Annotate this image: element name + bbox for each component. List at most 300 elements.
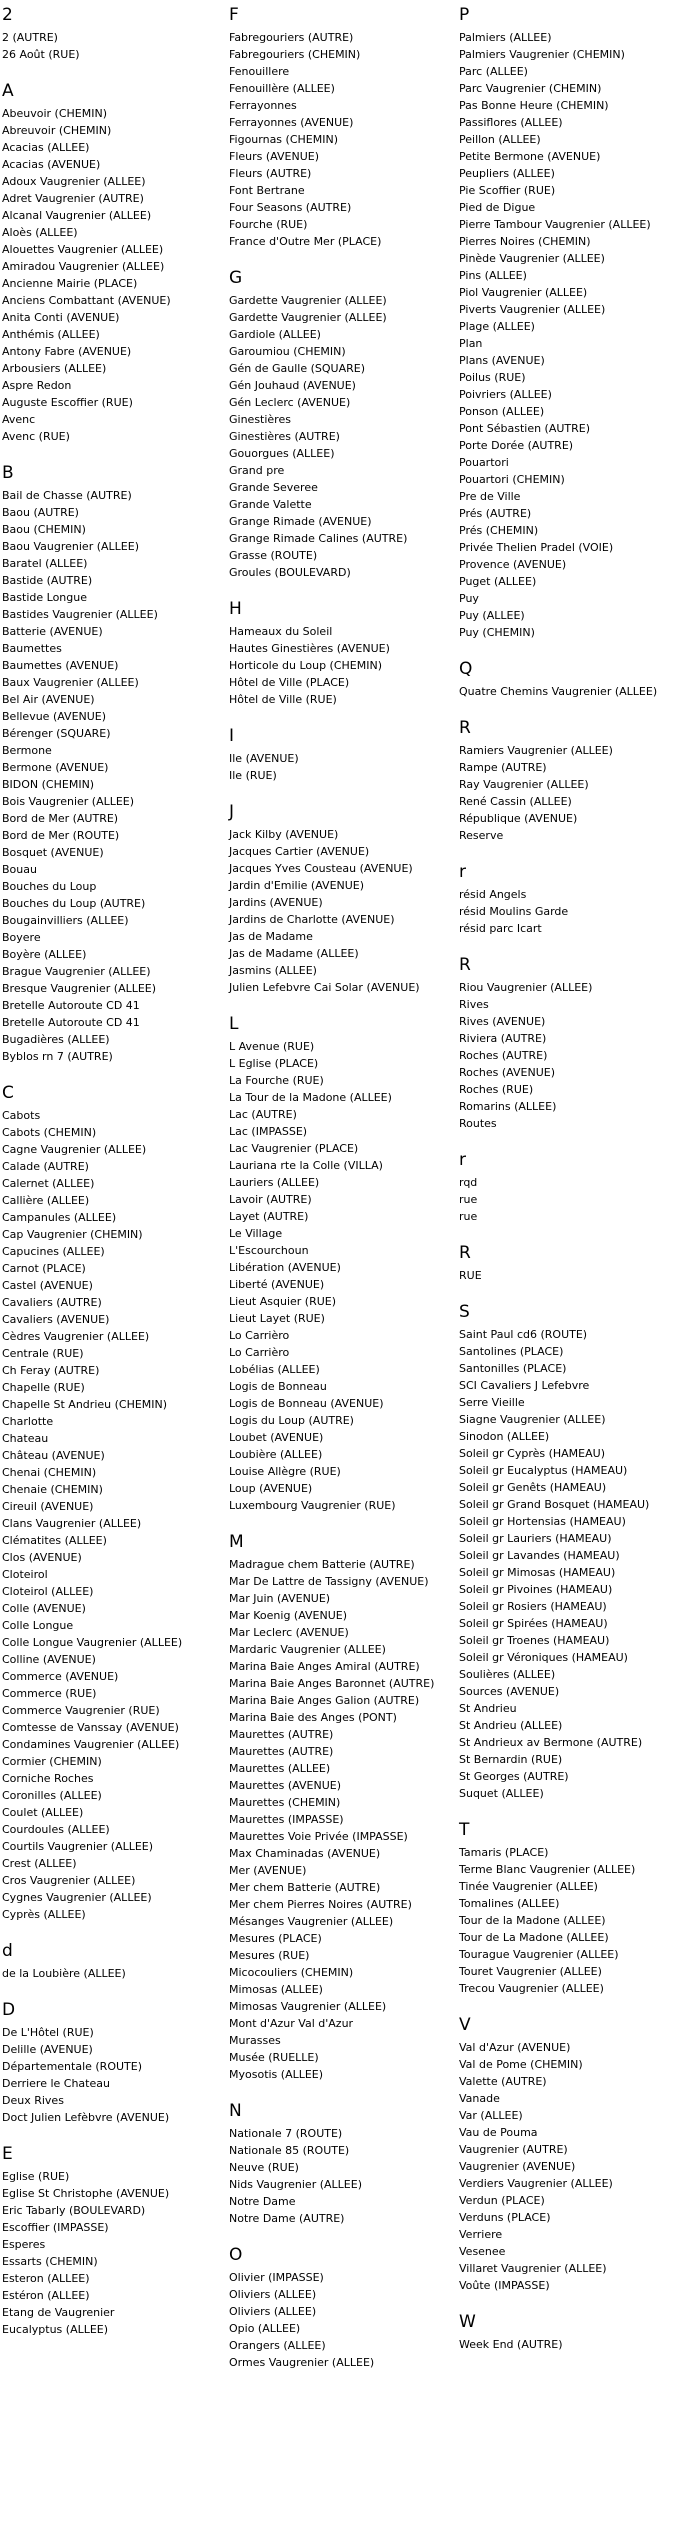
street-link[interactable]: Mardaric Vaugrenier (ALLEE)	[229, 1643, 386, 1656]
street-link[interactable]: L'Escourchoun	[229, 1244, 309, 1257]
street-link[interactable]: Arbousiers (ALLEE)	[2, 362, 107, 375]
street-link[interactable]: Colline (AVENUE)	[2, 1653, 96, 1666]
street-link[interactable]: Baumettes	[2, 642, 62, 655]
street-link[interactable]: Saint Paul cd6 (ROUTE)	[459, 1328, 588, 1341]
street-link[interactable]: Palmiers (ALLEE)	[459, 31, 552, 44]
street-link[interactable]: De L'Hôtel (RUE)	[2, 2026, 94, 2039]
street-link[interactable]: Mer chem Pierres Noires (AUTRE)	[229, 1898, 412, 1911]
street-link[interactable]: Cyprès (ALLEE)	[2, 1908, 86, 1921]
street-link[interactable]: France d'Outre Mer (PLACE)	[229, 235, 382, 248]
street-link[interactable]: Baou (AUTRE)	[2, 506, 79, 519]
street-link[interactable]: Capucines (ALLEE)	[2, 1245, 105, 1258]
street-link[interactable]: Fourche (RUE)	[229, 218, 308, 231]
street-link[interactable]: Tour de la Madone (ALLEE)	[459, 1914, 606, 1927]
street-link[interactable]: Bérenger (SQUARE)	[2, 727, 111, 740]
street-link[interactable]: Neuve (RUE)	[229, 2161, 299, 2174]
street-link[interactable]: Val de Pome (CHEMIN)	[459, 2058, 583, 2071]
street-link[interactable]: Prés (CHEMIN)	[459, 524, 539, 537]
street-link[interactable]: Mésanges Vaugrenier (ALLEE)	[229, 1915, 394, 1928]
street-link[interactable]: Bel Air (AVENUE)	[2, 693, 95, 706]
street-link[interactable]: Le Village	[229, 1227, 283, 1240]
street-link[interactable]: Fleurs (AUTRE)	[229, 167, 312, 180]
street-link[interactable]: St Andrieu (ALLEE)	[459, 1719, 563, 1732]
street-link[interactable]: Mer (AVENUE)	[229, 1864, 307, 1877]
street-link[interactable]: Gén Leclerc (AVENUE)	[229, 396, 351, 409]
street-link[interactable]: Bretelle Autoroute CD 41	[2, 999, 140, 1012]
street-link[interactable]: Lac (AUTRE)	[229, 1108, 297, 1121]
street-link[interactable]: Passiflores (ALLEE)	[459, 116, 563, 129]
street-link[interactable]: Fenouillere	[229, 65, 290, 78]
street-link[interactable]: Bois Vaugrenier (ALLEE)	[2, 795, 135, 808]
street-link[interactable]: Puy (CHEMIN)	[459, 626, 535, 639]
street-link[interactable]: Soleil gr Lauriers (HAMEAU)	[459, 1532, 612, 1545]
street-link[interactable]: Bellevue (AVENUE)	[2, 710, 107, 723]
street-link[interactable]: Maurettes Voie Privée (IMPASSE)	[229, 1830, 408, 1843]
street-link[interactable]: Bugadières (ALLEE)	[2, 1033, 110, 1046]
street-link[interactable]: Jardins (AVENUE)	[229, 896, 323, 909]
street-link[interactable]: Jas de Madame	[229, 930, 313, 943]
street-link[interactable]: Cagne Vaugrenier (ALLEE)	[2, 1143, 147, 1156]
street-link[interactable]: Abreuvoir (CHEMIN)	[2, 124, 112, 137]
street-link[interactable]: Cireuil (AVENUE)	[2, 1500, 94, 1513]
street-link[interactable]: Marina Baie Anges Galion (AUTRE)	[229, 1694, 420, 1707]
street-link[interactable]: Quatre Chemins Vaugrenier (ALLEE)	[459, 685, 658, 698]
street-link[interactable]: Verriere	[459, 2228, 503, 2241]
street-link[interactable]: Ginestières	[229, 413, 291, 426]
street-link[interactable]: Olivier (IMPASSE)	[229, 2271, 324, 2284]
street-link[interactable]: Clos (AVENUE)	[2, 1551, 82, 1564]
street-link[interactable]: Prés (AUTRE)	[459, 507, 532, 520]
street-link[interactable]: Bouches du Loup (AUTRE)	[2, 897, 146, 910]
street-link[interactable]: Auguste Escoffier (RUE)	[2, 396, 133, 409]
street-link[interactable]: Grande Valette	[229, 498, 312, 511]
street-link[interactable]: Calernet (ALLEE)	[2, 1177, 95, 1190]
street-link[interactable]: Jack Kilby (AVENUE)	[229, 828, 339, 841]
street-link[interactable]: Peupliers (ALLEE)	[459, 167, 555, 180]
street-link[interactable]: Condamines Vaugrenier (ALLEE)	[2, 1738, 180, 1751]
street-link[interactable]: Loubière (ALLEE)	[229, 1448, 323, 1461]
street-link[interactable]: Gouorgues (ALLEE)	[229, 447, 335, 460]
street-link[interactable]: Aloès (ALLEE)	[2, 226, 78, 239]
street-link[interactable]: Vaugrenier (AUTRE)	[459, 2143, 568, 2156]
street-link[interactable]: Chenaie (CHEMIN)	[2, 1483, 103, 1496]
street-link[interactable]: Colle Longue Vaugrenier (ALLEE)	[2, 1636, 183, 1649]
street-link[interactable]: Abeuvoir (CHEMIN)	[2, 107, 108, 120]
street-link[interactable]: La Tour de la Madone (ALLEE)	[229, 1091, 392, 1104]
street-link[interactable]: Amiradou Vaugrenier (ALLEE)	[2, 260, 165, 273]
street-link[interactable]: Grand pre	[229, 464, 285, 477]
street-link[interactable]: Jardins de Charlotte (AVENUE)	[229, 913, 395, 926]
street-link[interactable]: Lo Carrièro	[229, 1346, 290, 1359]
street-link[interactable]: résid Angels	[459, 888, 527, 901]
street-link[interactable]: Eglise St Christophe (AVENUE)	[2, 2187, 170, 2200]
street-link[interactable]: Ch Feray (AUTRE)	[2, 1364, 100, 1377]
street-link[interactable]: rqd	[459, 1176, 478, 1189]
street-link[interactable]: Pierres Noires (CHEMIN)	[459, 235, 591, 248]
street-link[interactable]: Lieut Layet (RUE)	[229, 1312, 325, 1325]
street-link[interactable]: Eglise (RUE)	[2, 2170, 70, 2183]
street-link[interactable]: Pouartori (CHEMIN)	[459, 473, 565, 486]
street-link[interactable]: Roches (AVENUE)	[459, 1066, 556, 1079]
street-link[interactable]: Gardette Vaugrenier (ALLEE)	[229, 294, 387, 307]
street-link[interactable]: Soleil gr Hortensias (HAMEAU)	[459, 1515, 626, 1528]
street-link[interactable]: Esteron (ALLEE)	[2, 2272, 90, 2285]
street-link[interactable]: Soleil gr Pivoines (HAMEAU)	[459, 1583, 613, 1596]
street-link[interactable]: Byblos rn 7 (AUTRE)	[2, 1050, 113, 1063]
street-link[interactable]: Brague Vaugrenier (ALLEE)	[2, 965, 151, 978]
street-link[interactable]: Lauriers (ALLEE)	[229, 1176, 320, 1189]
street-link[interactable]: Pre de Ville	[459, 490, 521, 503]
street-link[interactable]: Vanade	[459, 2092, 500, 2105]
street-link[interactable]: Eucalyptus (ALLEE)	[2, 2323, 109, 2336]
street-link[interactable]: Escoffier (IMPASSE)	[2, 2221, 109, 2234]
street-link[interactable]: Alouettes Vaugrenier (ALLEE)	[2, 243, 164, 256]
street-link[interactable]: Bail de Chasse (AUTRE)	[2, 489, 132, 502]
street-link[interactable]: Notre Dame	[229, 2195, 296, 2208]
street-link[interactable]: Calade (AUTRE)	[2, 1160, 89, 1173]
street-link[interactable]: Cavaliers (AUTRE)	[2, 1296, 102, 1309]
street-link[interactable]: St Andrieu	[459, 1702, 517, 1715]
street-link[interactable]: Myosotis (ALLEE)	[229, 2068, 324, 2081]
street-link[interactable]: St Georges (AUTRE)	[459, 1770, 569, 1783]
street-link[interactable]: Riviera (AUTRE)	[459, 1032, 547, 1045]
street-link[interactable]: Oliviers (ALLEE)	[229, 2288, 317, 2301]
street-link[interactable]: Crest (ALLEE)	[2, 1857, 77, 1870]
street-link[interactable]: Figournas (CHEMIN)	[229, 133, 338, 146]
street-link[interactable]: Privée Thelien Pradel (VOIE)	[459, 541, 614, 554]
street-link[interactable]: Murasses	[229, 2034, 281, 2047]
street-link[interactable]: Hôtel de Ville (PLACE)	[229, 676, 350, 689]
street-link[interactable]: Batterie (AVENUE)	[2, 625, 103, 638]
street-link[interactable]: Anciens Combattant (AVENUE)	[2, 294, 171, 307]
street-link[interactable]: Mesures (RUE)	[229, 1949, 310, 1962]
street-link[interactable]: Ponson (ALLEE)	[459, 405, 545, 418]
street-link[interactable]: Marina Baie Anges Baronnet (AUTRE)	[229, 1677, 435, 1690]
street-link[interactable]: Baux Vaugrenier (ALLEE)	[2, 676, 139, 689]
street-link[interactable]: Colle Longue	[2, 1619, 74, 1632]
street-link[interactable]: Mar Koenig (AVENUE)	[229, 1609, 348, 1622]
street-link[interactable]: Porte Dorée (AUTRE)	[459, 439, 574, 452]
street-link[interactable]: Gardette Vaugrenier (ALLEE)	[229, 311, 387, 324]
street-link[interactable]: Cygnes Vaugrenier (ALLEE)	[2, 1891, 152, 1904]
street-link[interactable]: Chapelle (RUE)	[2, 1381, 85, 1394]
street-link[interactable]: Fleurs (AVENUE)	[229, 150, 319, 163]
street-link[interactable]: Valette (AUTRE)	[459, 2075, 547, 2088]
street-link[interactable]: Reserve	[459, 829, 504, 842]
street-link[interactable]: République (AVENUE)	[459, 812, 578, 825]
street-link[interactable]: Lobélias (ALLEE)	[229, 1363, 320, 1376]
street-link[interactable]: Puy (ALLEE)	[459, 609, 525, 622]
street-link[interactable]: Fabregouriers (CHEMIN)	[229, 48, 361, 61]
street-link[interactable]: Derriere le Chateau	[2, 2077, 110, 2090]
street-link[interactable]: Bermone (AVENUE)	[2, 761, 109, 774]
street-link[interactable]: Boyère (ALLEE)	[2, 948, 87, 961]
street-link[interactable]: Parc Vaugrenier (CHEMIN)	[459, 82, 602, 95]
street-link[interactable]: Coulet (ALLEE)	[2, 1806, 84, 1819]
street-link[interactable]: Ile (RUE)	[229, 769, 277, 782]
street-link[interactable]: Ancienne Mairie (PLACE)	[2, 277, 138, 290]
street-link[interactable]: Anita Conti (AVENUE)	[2, 311, 120, 324]
street-link[interactable]: Routes	[459, 1117, 497, 1130]
street-link[interactable]: Avenc (RUE)	[2, 430, 70, 443]
street-link[interactable]: Maurettes (ALLEE)	[229, 1762, 331, 1775]
street-link[interactable]: Plage (ALLEE)	[459, 320, 535, 333]
street-link[interactable]: Commerce (RUE)	[2, 1687, 97, 1700]
street-link[interactable]: Soleil gr Grand Bosquet (HAMEAU)	[459, 1498, 650, 1511]
street-link[interactable]: Fenouillère (ALLEE)	[229, 82, 335, 95]
street-link[interactable]: Micocouliers (CHEMIN)	[229, 1966, 354, 1979]
street-link[interactable]: Pinède Vaugrenier (ALLEE)	[459, 252, 605, 265]
street-link[interactable]: Eric Tabarly (BOULEVARD)	[2, 2204, 146, 2217]
street-link[interactable]: Sources (AVENUE)	[459, 1685, 560, 1698]
street-link[interactable]: Pie Scoffier (RUE)	[459, 184, 556, 197]
street-link[interactable]: Esperes	[2, 2238, 46, 2251]
street-link[interactable]: Pins (ALLEE)	[459, 269, 527, 282]
street-link[interactable]: Vesenee	[459, 2245, 506, 2258]
street-link[interactable]: Callière (ALLEE)	[2, 1194, 90, 1207]
street-link[interactable]: Grande Severee	[229, 481, 318, 494]
street-link[interactable]: de la Loubière (ALLEE)	[2, 1967, 126, 1980]
street-link[interactable]: Riou Vaugrenier (ALLEE)	[459, 981, 593, 994]
street-link[interactable]: St Bernardin (RUE)	[459, 1753, 563, 1766]
street-link[interactable]: Bouau	[2, 863, 37, 876]
street-link[interactable]: Suquet (ALLEE)	[459, 1787, 544, 1800]
street-link[interactable]: Verdun (PLACE)	[459, 2194, 545, 2207]
street-link[interactable]: Loubet (AVENUE)	[229, 1431, 324, 1444]
street-link[interactable]: Grasse (ROUTE)	[229, 549, 318, 562]
street-link[interactable]: Touret Vaugrenier (ALLEE)	[459, 1965, 602, 1978]
street-link[interactable]: Mar Juin (AVENUE)	[229, 1592, 331, 1605]
street-link[interactable]: Voûte (IMPASSE)	[459, 2279, 550, 2292]
street-link[interactable]: Luxembourg Vaugrenier (RUE)	[229, 1499, 396, 1512]
street-link[interactable]: Chenai (CHEMIN)	[2, 1466, 97, 1479]
street-link[interactable]: Aspre Redon	[2, 379, 72, 392]
street-link[interactable]: Nids Vaugrenier (ALLEE)	[229, 2178, 362, 2191]
street-link[interactable]: Alcanal Vaugrenier (ALLEE)	[2, 209, 152, 222]
street-link[interactable]: Courdoules (ALLEE)	[2, 1823, 110, 1836]
street-link[interactable]: Jas de Madame (ALLEE)	[229, 947, 359, 960]
street-link[interactable]: Plans (AVENUE)	[459, 354, 545, 367]
street-link[interactable]: Lac (IMPASSE)	[229, 1125, 308, 1138]
street-link[interactable]: Castel (AVENUE)	[2, 1279, 93, 1292]
street-link[interactable]: résid parc Icart	[459, 922, 542, 935]
street-link[interactable]: Soleil gr Véroniques (HAMEAU)	[459, 1651, 628, 1664]
street-link[interactable]: Doct Julien Lefèbvre (AVENUE)	[2, 2111, 170, 2124]
street-link[interactable]: Grange Rimade (AVENUE)	[229, 515, 372, 528]
street-link[interactable]: Provence (AVENUE)	[459, 558, 567, 571]
street-link[interactable]: Orangers (ALLEE)	[229, 2339, 326, 2352]
street-link[interactable]: Tour de La Madone (ALLEE)	[459, 1931, 609, 1944]
street-link[interactable]: Etang de Vaugrenier	[2, 2306, 115, 2319]
street-link[interactable]: Soleil gr Cyprès (HAMEAU)	[459, 1447, 605, 1460]
street-link[interactable]: Tamaris (PLACE)	[459, 1846, 549, 1859]
street-link[interactable]: Gardiole (ALLEE)	[229, 328, 321, 341]
street-link[interactable]: Piol Vaugrenier (ALLEE)	[459, 286, 588, 299]
street-link[interactable]: Jacques Cartier (AVENUE)	[229, 845, 370, 858]
street-link[interactable]: Soleil gr Lavandes (HAMEAU)	[459, 1549, 620, 1562]
street-link[interactable]: Maurettes (CHEMIN)	[229, 1796, 341, 1809]
street-link[interactable]: Madrague chem Batterie (AUTRE)	[229, 1558, 415, 1571]
street-link[interactable]: Marina Baie des Anges (PONT)	[229, 1711, 397, 1724]
street-link[interactable]: Chapelle St Andrieu (CHEMIN)	[2, 1398, 168, 1411]
street-link[interactable]: Serre Vieille	[459, 1396, 525, 1409]
street-link[interactable]: Lac Vaugrenier (PLACE)	[229, 1142, 359, 1155]
street-link[interactable]: Cap Vaugrenier (CHEMIN)	[2, 1228, 143, 1241]
street-link[interactable]: Poivriers (ALLEE)	[459, 388, 552, 401]
street-link[interactable]: Maurettes (AVENUE)	[229, 1779, 341, 1792]
street-link[interactable]: Puy	[459, 592, 479, 605]
street-link[interactable]: Clématites (ALLEE)	[2, 1534, 107, 1547]
street-link[interactable]: Soleil gr Eucalyptus (HAMEAU)	[459, 1464, 628, 1477]
street-link[interactable]: Julien Lefebvre Cai Solar (AVENUE)	[229, 981, 420, 994]
street-link[interactable]: Pont Sébastien (AUTRE)	[459, 422, 591, 435]
street-link[interactable]: Musée (RUELLE)	[229, 2051, 319, 2064]
street-link[interactable]: 26 Août (RUE)	[2, 48, 80, 61]
street-link[interactable]: Mont d'Azur Val d'Azur	[229, 2017, 354, 2030]
street-link[interactable]: L Eglise (PLACE)	[229, 1057, 319, 1070]
street-link[interactable]: Bretelle Autoroute CD 41	[2, 1016, 140, 1029]
street-link[interactable]: Colle (AVENUE)	[2, 1602, 86, 1615]
street-link[interactable]: Bougainvilliers (ALLEE)	[2, 914, 129, 927]
street-link[interactable]: résid Moulins Garde	[459, 905, 569, 918]
street-link[interactable]: Gén de Gaulle (SQUARE)	[229, 362, 366, 375]
street-link[interactable]: rue	[459, 1193, 478, 1206]
street-link[interactable]: Romarins (ALLEE)	[459, 1100, 557, 1113]
street-link[interactable]: Parc (ALLEE)	[459, 65, 528, 78]
street-link[interactable]: Nationale 7 (ROUTE)	[229, 2127, 343, 2140]
street-link[interactable]: Pied de Digue	[459, 201, 536, 214]
street-link[interactable]: Mimosas (ALLEE)	[229, 1983, 323, 1996]
street-link[interactable]: Baumettes (AVENUE)	[2, 659, 119, 672]
street-link[interactable]: Chateau	[2, 1432, 49, 1445]
street-link[interactable]: Garoumiou (CHEMIN)	[229, 345, 346, 358]
street-link[interactable]: Puget (ALLEE)	[459, 575, 537, 588]
street-link[interactable]: Pas Bonne Heure (CHEMIN)	[459, 99, 609, 112]
street-link[interactable]: Verduns (PLACE)	[459, 2211, 551, 2224]
street-link[interactable]: SCI Cavaliers J Lefebvre	[459, 1379, 590, 1392]
street-link[interactable]: Trecou Vaugrenier (ALLEE)	[459, 1982, 604, 1995]
street-link[interactable]: Logis du Loup (AUTRE)	[229, 1414, 354, 1427]
street-link[interactable]: Tomalines (ALLEE)	[459, 1897, 560, 1910]
street-link[interactable]: Bosquet (AVENUE)	[2, 846, 104, 859]
street-link[interactable]: Lo Carrièro	[229, 1329, 290, 1342]
street-link[interactable]: Pouartori	[459, 456, 509, 469]
street-link[interactable]: Val d'Azur (AVENUE)	[459, 2041, 571, 2054]
street-link[interactable]: Gén Jouhaud (AVENUE)	[229, 379, 356, 392]
street-link[interactable]: Centrale (RUE)	[2, 1347, 84, 1360]
street-link[interactable]: Cormier (CHEMIN)	[2, 1755, 102, 1768]
street-link[interactable]: Bermone	[2, 744, 52, 757]
street-link[interactable]: Maurettes (AUTRE)	[229, 1745, 334, 1758]
street-link[interactable]: Deux Rives	[2, 2094, 64, 2107]
street-link[interactable]: Boyere	[2, 931, 41, 944]
street-link[interactable]: Antony Fabre (AVENUE)	[2, 345, 132, 358]
street-link[interactable]: Baratel (ALLEE)	[2, 557, 88, 570]
street-link[interactable]: Corniche Roches	[2, 1772, 94, 1785]
street-link[interactable]: rue	[459, 1210, 478, 1223]
street-link[interactable]: Cros Vaugrenier (ALLEE)	[2, 1874, 136, 1887]
street-link[interactable]: Groules (BOULEVARD)	[229, 566, 351, 579]
street-link[interactable]: Anthémis (ALLEE)	[2, 328, 100, 341]
street-link[interactable]: Campanules (ALLEE)	[2, 1211, 117, 1224]
street-link[interactable]: Bastide (AUTRE)	[2, 574, 93, 587]
street-link[interactable]: Ormes Vaugrenier (ALLEE)	[229, 2356, 375, 2369]
street-link[interactable]: Hameaux du Soleil	[229, 625, 333, 638]
street-link[interactable]: St Andrieux av Bermone (AUTRE)	[459, 1736, 643, 1749]
street-link[interactable]: Bastide Longue	[2, 591, 87, 604]
street-link[interactable]: Poilus (RUE)	[459, 371, 526, 384]
street-link[interactable]: Carnot (PLACE)	[2, 1262, 86, 1275]
street-link[interactable]: Vaugrenier (AVENUE)	[459, 2160, 576, 2173]
street-link[interactable]: Roches (RUE)	[459, 1083, 534, 1096]
street-link[interactable]: Charlotte	[2, 1415, 54, 1428]
street-link[interactable]: Ray Vaugrenier (ALLEE)	[459, 778, 589, 791]
street-link[interactable]: Four Seasons (AUTRE)	[229, 201, 352, 214]
street-link[interactable]: Baou Vaugrenier (ALLEE)	[2, 540, 139, 553]
street-link[interactable]: Verdiers Vaugrenier (ALLEE)	[459, 2177, 613, 2190]
street-link[interactable]: Bresque Vaugrenier (ALLEE)	[2, 982, 157, 995]
street-link[interactable]: Hôtel de Ville (RUE)	[229, 693, 337, 706]
street-link[interactable]: Cloteirol	[2, 1568, 48, 1581]
street-link[interactable]: Cèdres Vaugrenier (ALLEE)	[2, 1330, 150, 1343]
street-link[interactable]: Logis de Bonneau	[229, 1380, 327, 1393]
street-link[interactable]: Plan	[459, 337, 483, 350]
street-link[interactable]: Jacques Yves Cousteau (AVENUE)	[229, 862, 413, 875]
street-link[interactable]: Château (AVENUE)	[2, 1449, 105, 1462]
street-link[interactable]: Soleil gr Mimosas (HAMEAU)	[459, 1566, 616, 1579]
street-link[interactable]: La Fourche (RUE)	[229, 1074, 324, 1087]
street-link[interactable]: Sinodon (ALLEE)	[459, 1430, 550, 1443]
street-link[interactable]: Oliviers (ALLEE)	[229, 2305, 317, 2318]
street-link[interactable]: Pierre Tambour Vaugrenier (ALLEE)	[459, 218, 651, 231]
street-link[interactable]: Soleil gr Troenes (HAMEAU)	[459, 1634, 610, 1647]
street-link[interactable]: Cabots	[2, 1109, 41, 1122]
street-link[interactable]: Notre Dame (AUTRE)	[229, 2212, 345, 2225]
street-link[interactable]: Lieut Asquier (RUE)	[229, 1295, 337, 1308]
street-link[interactable]: Maurettes (AUTRE)	[229, 1728, 334, 1741]
street-link[interactable]: Rampe (AUTRE)	[459, 761, 547, 774]
street-link[interactable]: Bastides Vaugrenier (ALLEE)	[2, 608, 158, 621]
street-link[interactable]: Soleil gr Genêts (HAMEAU)	[459, 1481, 607, 1494]
street-link[interactable]: Bouches du Loup	[2, 880, 97, 893]
street-link[interactable]: Ginestières (AUTRE)	[229, 430, 340, 443]
street-link[interactable]: Mimosas Vaugrenier (ALLEE)	[229, 2000, 387, 2013]
street-link[interactable]: Bord de Mer (ROUTE)	[2, 829, 120, 842]
street-link[interactable]: Font Bertrane	[229, 184, 305, 197]
street-link[interactable]: Var (ALLEE)	[459, 2109, 523, 2122]
street-link[interactable]: Mer chem Batterie (AUTRE)	[229, 1881, 381, 1894]
street-link[interactable]: Baou (CHEMIN)	[2, 523, 86, 536]
street-link[interactable]: Soleil gr Spirées (HAMEAU)	[459, 1617, 608, 1630]
street-link[interactable]: Opio (ALLEE)	[229, 2322, 301, 2335]
street-link[interactable]: Ile (AVENUE)	[229, 752, 299, 765]
street-link[interactable]: Liberté (AVENUE)	[229, 1278, 325, 1291]
street-link[interactable]: Cavaliers (AVENUE)	[2, 1313, 110, 1326]
street-link[interactable]: Vau de Pouma	[459, 2126, 538, 2139]
street-link[interactable]: Courtils Vaugrenier (ALLEE)	[2, 1840, 154, 1853]
street-link[interactable]: Ramiers Vaugrenier (ALLEE)	[459, 744, 613, 757]
street-link[interactable]: Jasmins (ALLEE)	[229, 964, 317, 977]
street-link[interactable]: Cabots (CHEMIN)	[2, 1126, 97, 1139]
street-link[interactable]: Acacias (AVENUE)	[2, 158, 101, 171]
street-link[interactable]: Hautes Ginestières (AVENUE)	[229, 642, 390, 655]
street-link[interactable]: Comtesse de Vanssay (AVENUE)	[2, 1721, 179, 1734]
street-link[interactable]: RUE	[459, 1269, 482, 1282]
street-link[interactable]: René Cassin (ALLEE)	[459, 795, 572, 808]
street-link[interactable]: Terme Blanc Vaugrenier (ALLEE)	[459, 1863, 636, 1876]
street-link[interactable]: Rives	[459, 998, 489, 1011]
street-link[interactable]: Max Chaminadas (AVENUE)	[229, 1847, 381, 1860]
